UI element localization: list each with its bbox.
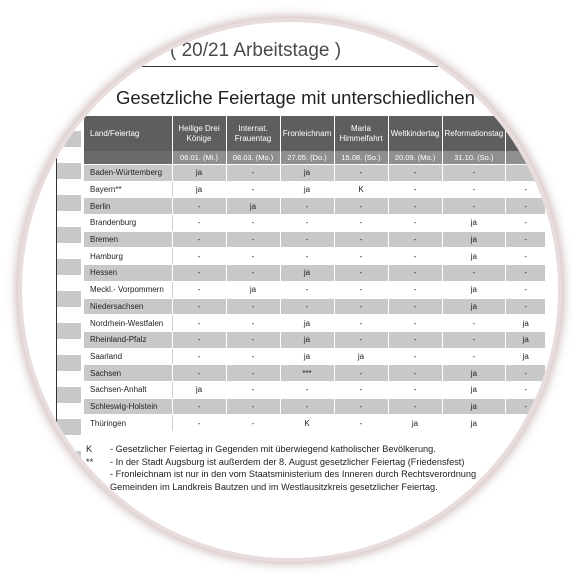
holiday-value-cell: - <box>388 265 442 282</box>
column-header <box>506 116 546 151</box>
table-row <box>84 248 546 265</box>
holiday-value-cell: - <box>506 265 546 282</box>
holiday-value-cell: ja <box>442 381 506 398</box>
holiday-value-cell: - <box>334 331 388 348</box>
holiday-value-cell: - <box>172 315 226 332</box>
legend-row <box>86 443 476 456</box>
holiday-value-cell: - <box>334 315 388 332</box>
holiday-value-cell: - <box>172 248 226 265</box>
column-header: Heilige Drei Könige <box>172 116 226 151</box>
state-name-cell: Saarland <box>84 348 172 365</box>
table-row <box>84 281 546 298</box>
holiday-value-cell: - <box>442 348 506 365</box>
strip-row <box>57 243 81 259</box>
holiday-value-cell <box>506 165 546 182</box>
holiday-value-cell: - <box>280 248 334 265</box>
legend-symbol: K <box>86 444 93 454</box>
table-row <box>84 315 546 332</box>
holiday-value-cell: - <box>388 248 442 265</box>
holiday-value-cell: - <box>442 331 506 348</box>
holiday-value-cell: *** <box>280 365 334 382</box>
holiday-value-cell: ja <box>172 381 226 398</box>
holiday-value-cell: - <box>442 165 506 182</box>
legend-text: - In der Stadt Augsburg ist außerdem der 8. August gesetzlicher Feiertag (Friedensfest) <box>110 456 465 467</box>
holiday-value-cell: - <box>388 281 442 298</box>
holiday-value-cell: ja <box>442 365 506 382</box>
strip-row <box>57 435 81 451</box>
date-cell <box>506 151 546 165</box>
state-name-cell: Hessen <box>84 265 172 282</box>
date-cell: 20.09. (Mo.) <box>388 151 442 165</box>
holiday-value-cell: ja <box>280 331 334 348</box>
holiday-value-cell: - <box>442 181 506 198</box>
strip-row <box>57 419 81 435</box>
strip-row <box>57 387 81 403</box>
table-row <box>84 215 546 232</box>
state-name-cell: Bremen <box>84 231 172 248</box>
holiday-value-cell: - <box>172 415 226 432</box>
table-row <box>84 165 546 182</box>
holiday-value-cell: - <box>506 398 546 415</box>
holiday-value-cell: - <box>506 215 546 232</box>
state-name-cell: Baden-Württemberg <box>84 165 172 182</box>
holiday-value-cell: - <box>280 215 334 232</box>
holiday-value-cell: - <box>388 315 442 332</box>
holiday-value-cell: - <box>172 348 226 365</box>
page-heading-fragment: ( 20/21 Arbeitstage ) <box>170 40 342 61</box>
holiday-value-cell: - <box>172 281 226 298</box>
state-name-cell: Brandenburg <box>84 215 172 232</box>
holiday-value-cell: - <box>506 298 546 315</box>
legend-symbol: ** <box>86 456 94 467</box>
strip-row <box>57 211 81 227</box>
holiday-value-cell: ja <box>334 348 388 365</box>
strip-row <box>57 291 81 307</box>
date-cell: 06.01. (Mi.) <box>172 151 226 165</box>
strip-row <box>57 115 81 131</box>
holiday-value-cell: ja <box>280 265 334 282</box>
holiday-value-cell: - <box>442 315 506 332</box>
state-name-cell: Nordrhein-Westfalen <box>84 315 172 332</box>
state-name-cell: Berlin <box>84 198 172 215</box>
holiday-value-cell: K <box>280 415 334 432</box>
state-name-cell: Hamburg <box>84 248 172 265</box>
holiday-value-cell: - <box>506 248 546 265</box>
table-row <box>84 415 546 432</box>
holiday-value-cell: - <box>506 365 546 382</box>
holiday-value-cell: - <box>226 265 280 282</box>
holiday-value-cell: - <box>226 331 280 348</box>
holiday-value-cell: ja <box>506 315 546 332</box>
date-cell <box>84 151 172 165</box>
column-header: Maria Himmelfahrt <box>334 116 388 151</box>
holiday-value-cell: - <box>226 348 280 365</box>
table-row <box>84 265 546 282</box>
holiday-value-cell: - <box>506 281 546 298</box>
column-header: Land/Feiertag <box>84 116 172 151</box>
holiday-value-cell: ja <box>226 281 280 298</box>
holiday-value-cell: - <box>506 231 546 248</box>
holiday-value-cell: ja <box>442 298 506 315</box>
holiday-value-cell: - <box>226 365 280 382</box>
holiday-value-cell: - <box>226 181 280 198</box>
date-cell: 27.05. (Do.) <box>280 151 334 165</box>
holiday-value-cell: - <box>388 231 442 248</box>
holiday-value-cell: - <box>226 381 280 398</box>
table-row <box>84 398 546 415</box>
table-row <box>84 231 546 248</box>
legend-row <box>86 456 476 469</box>
holiday-value-cell: - <box>334 365 388 382</box>
holiday-value-cell: - <box>226 415 280 432</box>
strip-row <box>57 131 81 147</box>
left-table-strip <box>57 67 81 558</box>
holiday-value-cell: - <box>280 298 334 315</box>
holiday-value-cell: - <box>334 265 388 282</box>
holiday-value-cell: - <box>226 298 280 315</box>
holiday-value-cell: - <box>388 331 442 348</box>
holiday-value-cell: - <box>388 398 442 415</box>
holiday-value-cell: - <box>388 181 442 198</box>
column-header: Weltkindertag <box>388 116 442 151</box>
holiday-value-cell: - <box>280 281 334 298</box>
strip-row <box>57 147 81 163</box>
legend-text: Gemeinden im Landkreis Bautzen und im Westlausitzkreis gesetzlicher Feiertag. <box>110 481 438 492</box>
holiday-value-cell: - <box>226 215 280 232</box>
holiday-value-cell: - <box>280 381 334 398</box>
holiday-value-cell: - <box>334 248 388 265</box>
holiday-value-cell: - <box>334 381 388 398</box>
strip-row <box>57 275 81 291</box>
date-cell: 15.08. (So.) <box>334 151 388 165</box>
holiday-value-cell: - <box>172 265 226 282</box>
holiday-value-cell: ja <box>280 165 334 182</box>
holiday-value-cell: ja <box>442 231 506 248</box>
legend-row <box>86 481 476 494</box>
holiday-value-cell: - <box>226 231 280 248</box>
holiday-value-cell: - <box>388 165 442 182</box>
holiday-value-cell: - <box>172 198 226 215</box>
holiday-value-cell: - <box>334 231 388 248</box>
strip-row <box>57 451 81 467</box>
table-row <box>84 198 546 215</box>
holiday-value-cell: - <box>388 348 442 365</box>
state-name-cell: Sachsen-Anhalt <box>84 381 172 398</box>
holiday-value-cell: - <box>442 265 506 282</box>
column-header: Internat. Frauentag <box>226 116 280 151</box>
holiday-value-cell: - <box>280 398 334 415</box>
strip-row <box>57 467 81 483</box>
holiday-value-cell: - <box>334 415 388 432</box>
holiday-value-cell: - <box>388 298 442 315</box>
strip-row <box>57 83 81 99</box>
strip-row <box>57 499 81 515</box>
strip-row <box>57 195 81 211</box>
strip-row <box>57 483 81 499</box>
table-row <box>84 381 546 398</box>
holiday-value-cell: ja <box>442 281 506 298</box>
table-date-row <box>84 151 546 165</box>
holiday-value-cell: - <box>172 298 226 315</box>
holiday-value-cell: ja <box>442 415 506 432</box>
table-row <box>84 181 546 198</box>
holiday-value-cell: ja <box>506 331 546 348</box>
date-cell: 31.10. (So.) <box>442 151 506 165</box>
legend-symbol <box>86 481 110 494</box>
state-name-cell: Meckl.- Vorpommern <box>84 281 172 298</box>
table-header-row <box>84 116 546 151</box>
legend-row <box>86 468 476 481</box>
table-row <box>84 331 546 348</box>
holiday-value-cell: - <box>506 181 546 198</box>
state-name-cell: Schleswig-Holstein <box>84 398 172 415</box>
holiday-value-cell: - <box>172 398 226 415</box>
holiday-value-cell: - <box>172 331 226 348</box>
state-name-cell: Niedersachsen <box>84 298 172 315</box>
holiday-value-cell: - <box>506 381 546 398</box>
holiday-value-cell: - <box>280 231 334 248</box>
holiday-value-cell: ja <box>172 181 226 198</box>
state-name-cell: Thüringen <box>84 415 172 432</box>
table-row <box>84 298 546 315</box>
strip-row <box>57 339 81 355</box>
column-header: Fronleichnam <box>280 116 334 151</box>
holiday-value-cell: ja <box>280 348 334 365</box>
holiday-value-cell: ja <box>442 248 506 265</box>
holiday-value-cell: - <box>388 381 442 398</box>
holiday-value-cell: - <box>388 215 442 232</box>
holiday-value-cell: - <box>172 231 226 248</box>
holiday-value-cell: - <box>226 165 280 182</box>
state-name-cell: Bayern** <box>84 181 172 198</box>
holiday-value-cell: - <box>172 215 226 232</box>
strip-row <box>57 403 81 419</box>
strip-row <box>57 67 81 83</box>
holiday-table <box>84 116 546 432</box>
table-row <box>84 365 546 382</box>
holiday-value-cell: - <box>334 298 388 315</box>
holiday-value-cell: - <box>334 165 388 182</box>
table-row <box>84 348 546 365</box>
strip-row <box>57 99 81 115</box>
table-legend <box>86 443 476 493</box>
holiday-value-cell: ja <box>388 415 442 432</box>
holiday-value-cell: K <box>334 181 388 198</box>
legend-text: - Gesetzlicher Feiertag in Gegenden mit überwiegend katholischer Bevölkerung. <box>110 444 436 454</box>
holiday-value-cell: - <box>280 198 334 215</box>
strip-row <box>57 307 81 323</box>
holiday-value-cell: - <box>226 315 280 332</box>
holiday-value-cell: ja <box>442 398 506 415</box>
holiday-value-cell: ja <box>506 348 546 365</box>
legend-symbol: * <box>86 469 90 479</box>
holiday-value-cell: ja <box>226 198 280 215</box>
holiday-value-cell: - <box>334 281 388 298</box>
column-header: Reformationstag <box>442 116 506 151</box>
strip-row <box>57 259 81 275</box>
state-name-cell: Rheinland-Pfalz <box>84 331 172 348</box>
holiday-value-cell: - <box>506 198 546 215</box>
state-name-cell: Sachsen <box>84 365 172 382</box>
date-cell: 08.03. (Mo.) <box>226 151 280 165</box>
holiday-value-cell: - <box>334 198 388 215</box>
strip-row <box>57 323 81 339</box>
holiday-value-cell: - <box>226 248 280 265</box>
magnifier-lens <box>22 22 558 558</box>
holiday-value-cell: - <box>388 198 442 215</box>
strip-row <box>57 371 81 387</box>
document-title: Gesetzliche Feiertage mit unterschiedlichen <box>116 87 475 108</box>
holiday-value-cell: ja <box>442 215 506 232</box>
holiday-value-cell: ja <box>280 315 334 332</box>
holiday-value-cell: - <box>388 365 442 382</box>
strip-row <box>57 227 81 243</box>
holiday-value-cell: - <box>506 415 546 432</box>
magnified-document <box>22 22 558 558</box>
holiday-value-cell: - <box>442 198 506 215</box>
holiday-value-cell: - <box>334 398 388 415</box>
holiday-value-cell: - <box>172 365 226 382</box>
holiday-value-cell: - <box>226 398 280 415</box>
holiday-value-cell: ja <box>172 165 226 182</box>
strip-row <box>57 355 81 371</box>
strip-row <box>57 163 81 179</box>
holiday-value-cell: - <box>334 215 388 232</box>
strip-row <box>57 179 81 195</box>
table-body <box>84 165 546 432</box>
legend-text: - Fronleichnam ist nur in den vom Staatsministerium des Inneren durch Rechtsverordnung <box>110 469 477 479</box>
holiday-value-cell: ja <box>280 181 334 198</box>
